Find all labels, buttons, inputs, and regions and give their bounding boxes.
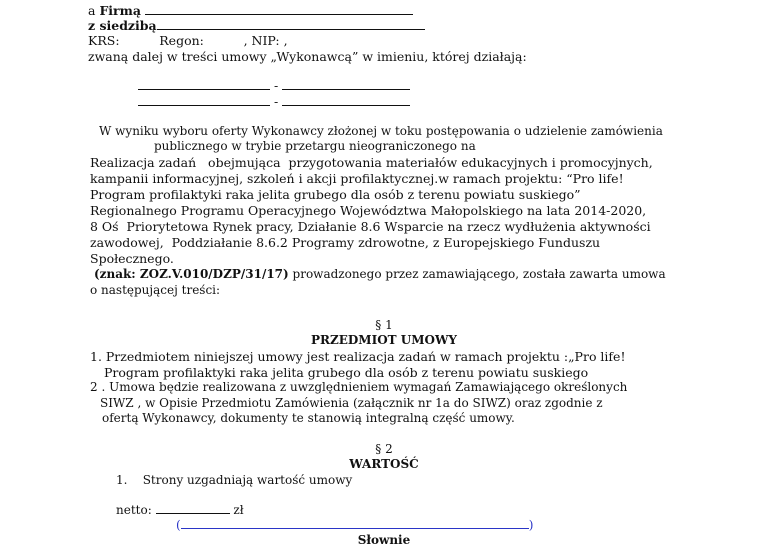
firma-line	[88, 3, 413, 18]
signatory-row	[138, 94, 410, 109]
paren-open: (	[176, 518, 181, 532]
signatory-row	[138, 78, 410, 93]
netto-line	[116, 503, 244, 518]
section1-paragraph: ofertą Wykonawcy, dokumenty te stanowią integralną część umowy.	[102, 411, 515, 425]
signatory-dash: -	[273, 94, 279, 109]
section-number: § 1	[375, 318, 393, 332]
intro-line: Realizacja zadań obejmująca przygotowania materiałów edukacyjnych i promocyjnych,	[90, 155, 653, 170]
intro-line: Społecznego.	[90, 251, 174, 266]
siedziba-blank[interactable]	[157, 29, 425, 30]
netto-amount-blank[interactable]	[156, 513, 230, 514]
signatory-name-blank[interactable]	[138, 89, 270, 90]
intro-line: publicznego w trybie przetargu nieograniczonego na	[154, 139, 476, 153]
section1-paragraph: Program profilaktyki raka jelita grubego dla osób z terenu powiatu suskiego	[104, 365, 589, 380]
intro-text: prowadzonego przez zamawiającego, została zawarta umowa	[288, 267, 666, 281]
intro-line: kampanii informacyjnej, szkoleń i akcji profilaktycznej.w ramach projektu: “Pro life!	[90, 171, 624, 186]
acting-line: zwaną dalej w treści umowy „Wykonawcą” w imieniu, której działają:	[88, 49, 527, 64]
section-title: PRZEDMIOT UMOWY	[310, 333, 457, 347]
case-number: (znak: ZOZ.V.010/DZP/31/17)	[94, 267, 289, 281]
section-number: § 2	[375, 442, 393, 456]
intro-line: Regionalnego Programu Operacyjnego Województwa Małopolskiego na lata 2014-2020,	[90, 203, 647, 218]
amount-words-blank[interactable]	[181, 528, 529, 529]
section-title: WARTOŚĆ	[349, 457, 419, 471]
signatory-dash: -	[273, 78, 279, 93]
signatory-role-blank[interactable]	[282, 105, 410, 106]
section2-item: 1. Strony uzgadniają wartość umowy	[116, 473, 353, 487]
firma-label: Firmą	[99, 3, 141, 18]
amount-words-line	[176, 518, 533, 533]
intro-line: o następującej treści:	[90, 283, 221, 297]
siedziba-label: z siedzibą	[88, 18, 157, 33]
intro-line: zawodowej, Poddziałanie 8.6.2 Programy zdrowotne, z Europejskiego Funduszu	[90, 235, 601, 250]
section1-paragraph: 1. Przedmiotem niniejszej umowy jest realizacja zadań w ramach projektu :„Pro life!	[90, 349, 626, 364]
firma-blank[interactable]	[145, 14, 413, 15]
intro-line: W wyniku wyboru oferty Wykonawcy złożonej w toku postępowania o udzielenie zamówienia	[99, 124, 663, 138]
firma-prefix: a	[88, 3, 100, 18]
intro-line	[94, 267, 666, 282]
section1-paragraph: SIWZ , w Opisie Przedmiotu Zamówienia (załącznik nr 1a do SIWZ) oraz zgodnie z	[100, 396, 603, 410]
netto-unit: zł	[229, 503, 244, 517]
signatory-name-blank[interactable]	[138, 105, 270, 106]
intro-line: 8 Oś Priorytetowa Rynek pracy, Działanie 8.6 Wsparcie na rzecz wydłużenia aktywności	[90, 219, 651, 234]
krs-line: KRS: Regon: , NIP: ,	[88, 33, 288, 48]
paren-close: )	[528, 518, 534, 532]
netto-label: netto:	[116, 503, 156, 517]
section1-paragraph: 2 . Umowa będzie realizowana z uwzględnieniem wymagań Zamawiającego określonych	[90, 380, 628, 394]
intro-line: Program profilaktyki raka jelita grubego dla osób z terenu powiatu suskiego”	[90, 187, 581, 202]
signatory-role-blank[interactable]	[282, 89, 410, 90]
slownie-label: Słownie	[357, 533, 411, 547]
siedziba-line	[88, 18, 425, 33]
